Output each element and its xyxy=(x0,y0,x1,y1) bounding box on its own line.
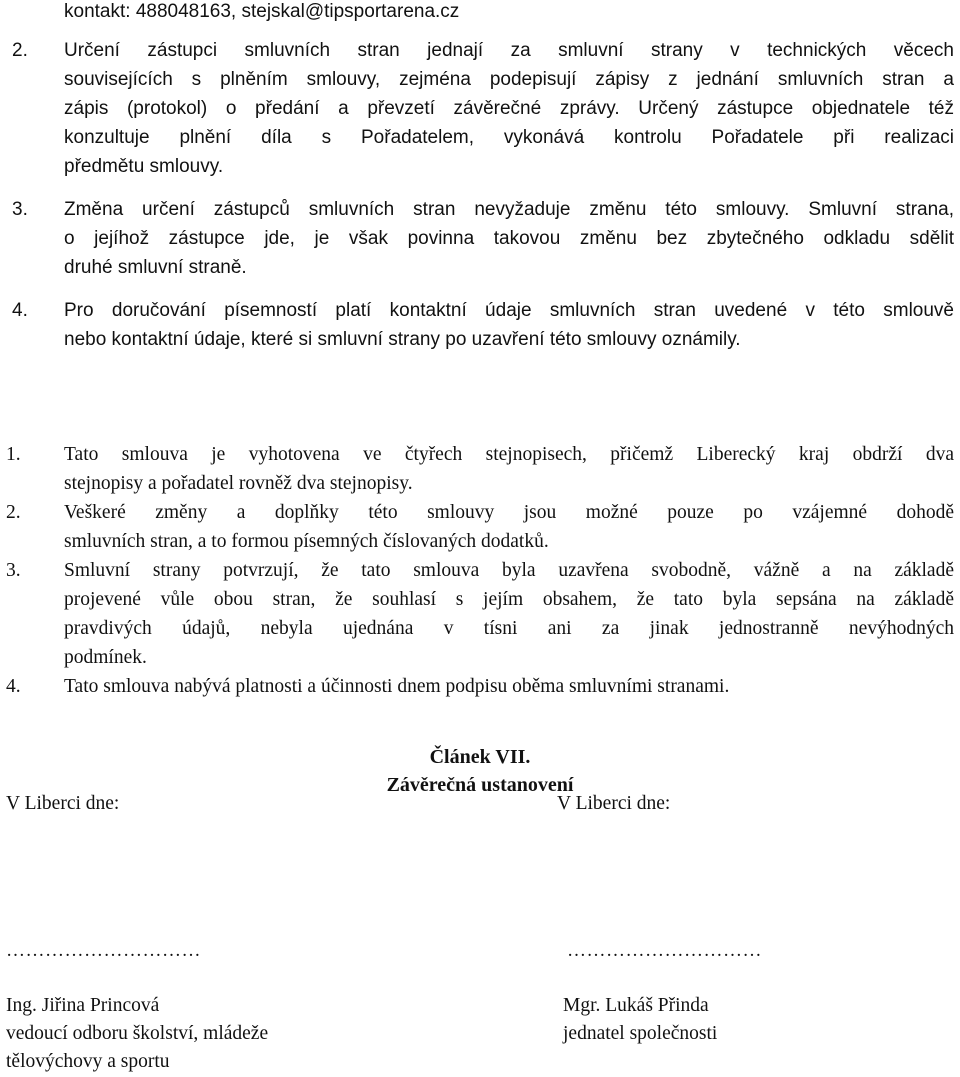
item-number: 3. xyxy=(12,199,28,220)
item-text xyxy=(64,296,954,354)
text-line: druhé smluvní straně. xyxy=(64,257,247,278)
text-line: smluvních stran, a to formou písemných číslovaných dodatků. xyxy=(64,531,549,552)
text-line: pravdivých údajů, nebyla ujednána v tísni ani za jinak jednostranně nevýhodných xyxy=(64,618,954,639)
text-line: stejnopisy a pořadatel rovněž dva stejnopisy. xyxy=(64,473,413,494)
item-text xyxy=(64,556,954,672)
text-line: o jejíhož zástupce jde, je však povinna takovou změnu bez zbytečného odkladu sdělit xyxy=(64,228,954,249)
right-signature-line: ………………………… xyxy=(567,940,762,961)
text-line: zápis (protokol) o předání a převzetí závěrečné zprávy. Určený zástupce objednatele též xyxy=(64,98,954,119)
text-line: Určení zástupci smluvních stran jednají za smluvní strany v technických věcech xyxy=(64,40,954,61)
text-line: Smluvní strany potvrzují, že tato smlouva byla uzavřena svobodně, vážně a na základě xyxy=(64,560,954,581)
left-signatory-name: Ing. Jiřina Princová xyxy=(6,995,160,1016)
text-line: souvisejících s plněním smlouvy, zejména podepisují zápisy z jednání smluvních stran a xyxy=(64,69,954,90)
item-text xyxy=(64,36,954,181)
right-signatory xyxy=(563,992,717,1048)
right-place-date: V Liberci dne: xyxy=(557,793,671,814)
left-place-date: V Liberci dne: xyxy=(6,793,120,814)
right-signatory-role: jednatel společnosti xyxy=(563,1023,718,1044)
text-line: Změna určení zástupců smluvních stran nevyžaduje změnu této smlouvy. Smluvní strana, xyxy=(64,199,954,220)
text-line: projevené vůle obou stran, že souhlasí s jejím obsahem, že tato byla sepsána na základě xyxy=(64,589,954,610)
article-title: Článek VII. xyxy=(429,746,531,768)
text-line: nebo kontaktní údaje, které si smluvní strany po uzavření této smlouvy oznámily. xyxy=(64,329,741,350)
item-text xyxy=(64,195,954,282)
text-line: předmětu smlouvy. xyxy=(64,156,224,177)
text-line: konzultuje plnění díla s Pořadatelem, vykonává kontrolu Pořadatele při realizaci xyxy=(64,127,954,148)
contact-line: kontakt: 488048163, stejskal@tipsportarena.cz xyxy=(64,1,460,22)
left-signatory-role-cont: tělovýchovy a sportu xyxy=(6,1051,170,1072)
item-number: 4. xyxy=(6,676,21,697)
article-subtitle: Závěrečná ustanovení xyxy=(386,774,574,796)
text-line: Tato smlouva nabývá platnosti a účinnosti dnem podpisu oběma smluvními stranami. xyxy=(64,676,730,697)
item-text xyxy=(64,498,954,556)
item-number: 1. xyxy=(6,444,21,465)
item-number: 3. xyxy=(6,560,21,581)
item-number: 2. xyxy=(12,40,28,61)
item-text xyxy=(64,672,954,701)
left-signature-line: ………………………… xyxy=(6,940,201,961)
text-line: Pro doručování písemností platí kontaktní údaje smluvních stran uvedené v této smlouvě xyxy=(64,300,954,321)
item-number: 2. xyxy=(6,502,21,523)
right-signatory-name: Mgr. Lukáš Přinda xyxy=(563,995,709,1016)
text-line: Veškeré změny a doplňky této smlouvy jsou možné pouze po vzájemné dohodě xyxy=(64,502,954,523)
text-line: Tato smlouva je vyhotovena ve čtyřech stejnopisech, přičemž Liberecký kraj obdrží dva xyxy=(64,444,954,465)
text-line: podmínek. xyxy=(64,647,147,668)
left-signatory xyxy=(6,992,268,1076)
item-text xyxy=(64,440,954,498)
item-number: 4. xyxy=(12,300,28,321)
left-signatory-role: vedoucí odboru školství, mládeže xyxy=(6,1023,269,1044)
